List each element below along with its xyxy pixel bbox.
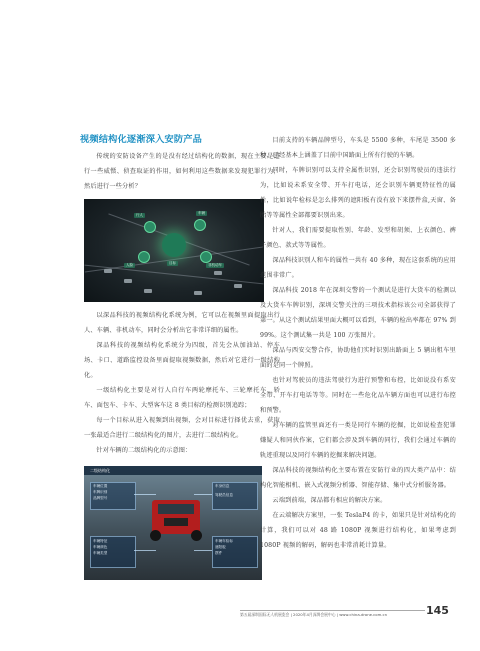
wheel-icon: [191, 530, 202, 541]
figure-tag: 非机动车: [208, 263, 222, 267]
figure-tag: 目标: [169, 261, 176, 265]
paragraph: 针对人，我们需要提取性别、年龄、发型和胡须、上衣颜色、裤子颜色、款式等等属性。: [260, 227, 456, 249]
paragraph: 以深品科技的视频结构化系统为例，它可以在视频里面提取出行人、车辆、非机动车，同时会分析出它非常详细的属性。: [84, 312, 280, 334]
left-column-middle: [84, 308, 280, 458]
figure-tag: 行人: [136, 213, 143, 217]
page-number: 145: [426, 604, 449, 617]
hub-icon: [162, 233, 186, 257]
paragraph: 在云端解决方案里，一张 TeslaP4 的卡，如果只是针对结构化的计算，我们可以对 48 路 1080P 视频进行结构化，如果考虑到 1080P 视频的解码，解码也非常消耗计算量。: [260, 512, 456, 549]
paragraph: 深品科技识别人和车的属性一共有 40 多种，现在这套系统的应用范围非常广。: [260, 257, 456, 279]
bicycle-icon: [200, 251, 212, 263]
figure-label: 摆件: [215, 551, 223, 555]
face-icon: [138, 251, 150, 263]
paragraph: 深品科技 2018 年在深圳交警的一个测试是进行大货车的检测以及大货车车牌识别，深圳交警关注的三项技术指标该公司全部获得了第一。从这个测试结果里面大概可以看到，车辆的检出率都在 97% 到 99%。这个测试集一共是 100 万张图片。: [260, 287, 456, 339]
figure-label: 遮阳板: [215, 545, 226, 549]
figure-label: 车辆特征: [93, 539, 108, 543]
paragraph: 传统的安防设备产生的是没有经过结构化的数据，现在主要是进行一些威慑、侦查取证的作用，如何利用这些数据来发现犯罪行为，然后进行一些分析？: [84, 153, 280, 190]
paragraph: 深品科技的视频结构化主要布置在安防行业的四大类产品中：结构化智能相机、嵌入式视频分析器、智能存储、集中式分析服务器。: [260, 467, 456, 489]
paragraph: 对车辆的监管里面还有一类是同行车辆的挖掘，比如说检查犯罪嫌疑人和同伙作案，它们都会涉及到车辆的同行，我们会通过车辆的轨迹重现以及同行车辆的挖掘来解决问题。: [260, 422, 456, 459]
city-surveillance-image: [84, 199, 264, 302]
figure-tag: 人脸: [126, 263, 133, 267]
vehicle-icon: [194, 219, 206, 231]
figure-label: 车牌识别: [93, 490, 108, 494]
footer-text: 第五届深圳国际无人机展览会 | 2020年4月深圳会展中心 | www.china-drone.com.cn: [240, 612, 387, 617]
paragraph: 针对车辆的二级结构化的示意图：: [96, 447, 192, 454]
paragraph: 深品科技的视频结构化系统分为四级，首先会从加油站、停车场、卡口、道路监控设备里面提取视频数据，然后对它进行一级结构化。: [84, 342, 280, 379]
paragraph: 云端到前端，深品都有相应的解决方案。: [272, 497, 387, 504]
pedestrian-icon: [144, 221, 156, 233]
figure-title: 二级结构化: [84, 466, 262, 475]
paragraph: 深品与西安交警合作，协助他们实时识别出路面上 5 辆出租车里面的是同一个牌照。: [260, 347, 456, 369]
right-column: [260, 133, 456, 553]
figure-label: 品牌型号: [93, 496, 108, 500]
footer-divider: [240, 610, 425, 611]
figure-label: 驾驶员信息: [215, 493, 233, 497]
paragraph: 也针对驾驶员的违法驾驶行为进行预警和布控，比如说没有系安全带、开车打电话等等。同时在一些危化品车辆方面也可以进行布控和预警。: [260, 377, 456, 414]
figure-tag: 车辆: [198, 211, 205, 215]
paragraph: 同时，车牌识别可以支持全属性识别，还会识别驾驶员的违法行为，比如说未系安全带、开车打电话，还会识别车辆更特征性的属性，比如说年检标是怎么排列的遮阳板有没有放下来摆件盒,天窗、备胎等等属性全部都要识别出来。: [260, 167, 456, 219]
figure-label: 车辆位置: [93, 484, 108, 488]
paragraph: 一级结构化主要是对行人自行车两轮摩托车、三轮摩托车、轿车、面包车、卡车、大型客车这 8 类目标的检测识别追踪；: [84, 387, 280, 409]
section-heading: 视频结构化逐渐深入安防产品: [80, 134, 203, 145]
wheel-icon: [150, 530, 161, 541]
figure-label: 车辆年检标: [215, 539, 233, 543]
paragraph: 目前支持的车辆品牌型号，车头是 5500 多种，车尾是 3500 多种，已经基本上涵盖了目前中国路面上所有行驶的车辆。: [260, 137, 456, 159]
left-column: [80, 133, 280, 194]
vehicle-structuring-figure: [84, 466, 262, 580]
figure-label: 车辆颜色: [93, 545, 108, 549]
paragraph: 每一个目标从进入视频到出视频，会对目标进行择优去重，获取一张最适合进行二级结构化的图片，去进行二级结构化。: [84, 417, 280, 439]
vehicle-image: [152, 500, 200, 534]
figure-label: 车辆类型: [93, 551, 108, 555]
figure-label: 车身信息: [215, 484, 230, 488]
